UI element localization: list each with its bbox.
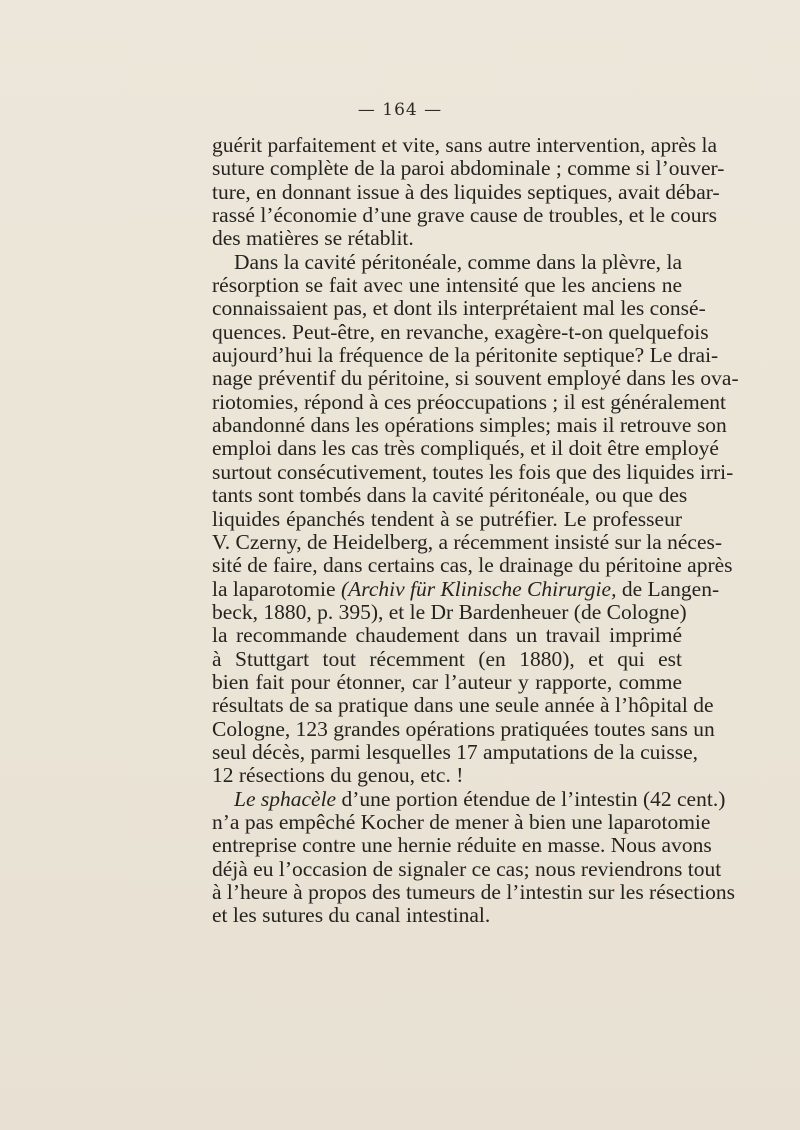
- text-line: [212, 576, 720, 601]
- text-line: entreprise contre une hernie réduite en masse. Nous avons: [212, 833, 712, 858]
- text-line: [212, 786, 726, 811]
- body-text: [212, 133, 739, 928]
- text-line: liquides épanchés tendent à se putréfier. Le professeur: [212, 506, 682, 531]
- text-line: 12 résections du genou, etc. !: [212, 763, 464, 788]
- text-line: quences. Peut-être, en revanche, exagère-t-on quelquefois: [212, 319, 709, 344]
- text-line: nage préventif du péritoine, si souvent employé dans les ova-: [212, 366, 739, 391]
- text-line: aujourd’hui la fréquence de la péritonite septique? Le drai-: [212, 343, 719, 368]
- text-line: surtout consécutivement, toutes les fois que des liquides irri-: [212, 459, 734, 484]
- text-line: V. Czerny, de Heidelberg, a récemment insisté sur la néces-: [212, 529, 723, 554]
- text-line: n’a pas empêché Kocher de mener à bien une laparotomie: [212, 809, 711, 834]
- text-line: suture complète de la paroi abdominale ; comme si l’ouver-: [212, 156, 725, 181]
- text-line: ture, en donnant issue à des liquides septiques, avait débar-: [212, 179, 720, 204]
- text-run: de Langen-: [616, 576, 720, 601]
- text-line: et les sutures du canal intestinal.: [212, 903, 491, 928]
- page-number: — 164 —: [357, 100, 443, 120]
- text-line: rassé l’économie d’une grave cause de troubles, et le cours: [212, 203, 718, 228]
- text-line: emploi dans les cas très compliqués, et il doit être employé: [212, 436, 719, 461]
- text-line: à l’heure à propos des tumeurs de l’intestin sur les résections: [212, 880, 736, 904]
- text-line: bien fait pour étonner, car l’auteur y rapporte, comme: [212, 669, 682, 694]
- text-line: seul décès, parmi lesquelles 17 amputations de la cuisse,: [212, 739, 699, 764]
- journal-title-italic: (Archiv für Klinische Chirurgie,: [340, 576, 617, 601]
- text-line: à Stuttgart tout récemment (en 1880), et qui est: [212, 646, 682, 671]
- text-line: tants sont tombés dans la cavité péritonéale, ou que des: [212, 483, 688, 508]
- text-line: connaissaient pas, et dont ils interprétaient mal les consé-: [212, 296, 706, 321]
- text-line: riotomies, répond à ces préoccupations ; il est généralement: [212, 389, 727, 414]
- text-run: la laparotomie: [212, 576, 341, 601]
- text-run-italic: Le sphacèle: [234, 786, 337, 811]
- text-line: guérit parfaitement et vite, sans autre intervention, après la: [212, 133, 718, 157]
- text-line: sité de faire, dans certains cas, le drainage du péritoine après: [212, 553, 733, 578]
- text-line: Dans la cavité péritonéale, comme dans la plèvre, la: [234, 249, 682, 274]
- text-line: beck, 1880, p. 395), et le Dr Bardenheuer (de Cologne): [212, 599, 687, 624]
- text-run: d’une portion étendue de l’intestin (42 cent.): [336, 786, 726, 811]
- text-line: déjà eu l’occasion de signaler ce cas; nous reviendrons tout: [212, 856, 722, 881]
- text-line: résorption se fait avec une intensité que les anciens ne: [212, 273, 682, 298]
- text-line: abandonné dans les opérations simples; mais il retrouve son: [212, 413, 727, 438]
- text-line: Cologne, 123 grandes opérations pratiquées toutes sans un: [212, 716, 715, 741]
- text-line: la recommande chaudement dans un travail imprimé: [212, 623, 682, 648]
- text-line: résultats de sa pratique dans une seule année à l’hôpital de: [212, 693, 714, 718]
- text-line: des matières se rétablit.: [212, 226, 414, 251]
